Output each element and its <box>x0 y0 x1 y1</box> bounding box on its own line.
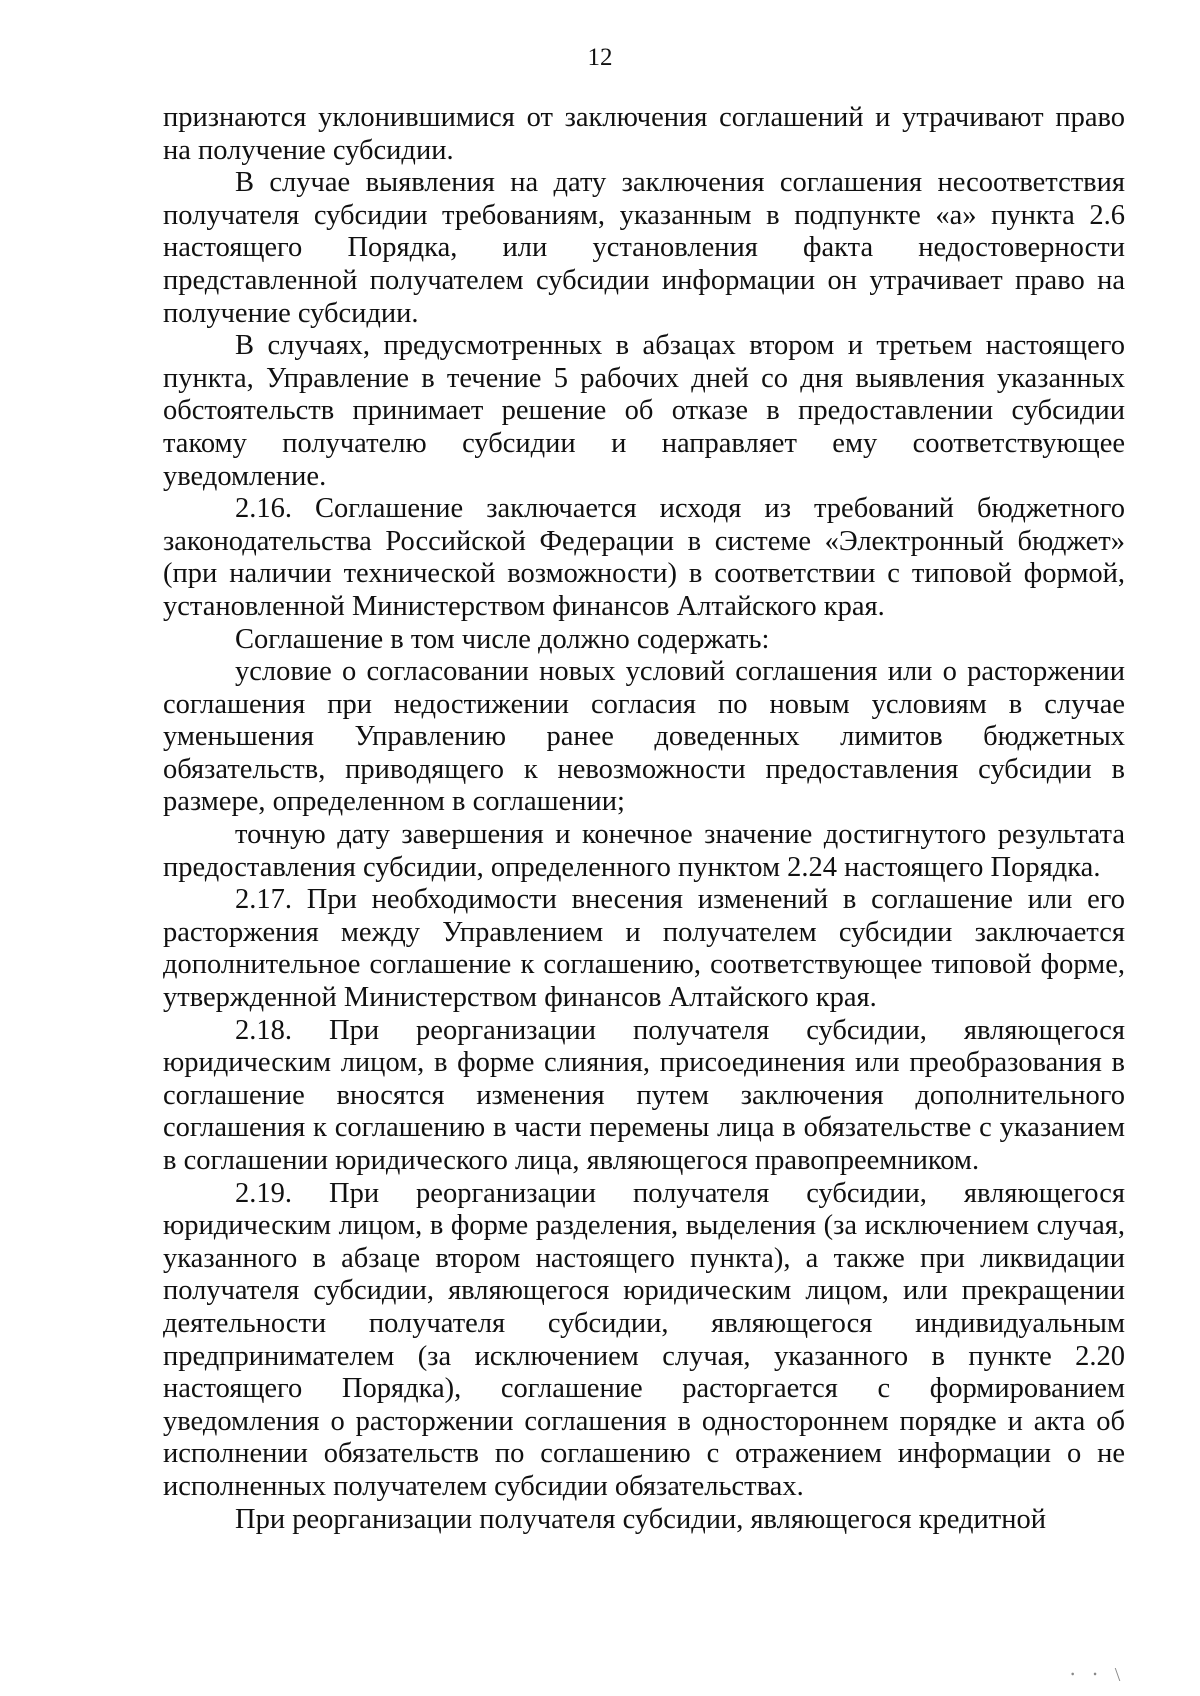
paragraph-reorganization-credit: При реорганизации получателя субсидии, являющегося кредитной <box>235 1503 1047 1535</box>
document-body <box>163 102 1125 1536</box>
scan-marks: ⸱ ⸱ \ <box>1070 1664 1127 1686</box>
paragraph-2-18: 2.18. При реорганизации получателя субсидии, являющегося юридическим лицом, в форме слияния, присоединения или преобразования в соглашение вносятся изменения путем заключения дополнительного соглашения к соглашению в части перемены лица в обязательстве с указанием в соглашении юридического лица, являющегося правопреемником. <box>163 1014 1125 1176</box>
paragraph-refusal-decision: В случаях, предусмотренных в абзацах втором и третьем настоящего пункта, Управление в течение 5 рабочих дней со дня выявления указанных обстоятельств принимает решение об отказе в предоставлении субсидии такому получателю субсидии и направляет ему соответствующее уведомление. <box>163 330 1125 492</box>
paragraph-2-17: 2.17. При необходимости внесения изменений в соглашение или его расторжения между Управлением и получателем субсидии заключается дополнительное соглашение к соглашению, соответствующее типовой форме, утвержденной Министерством финансов Алтайского края. <box>163 884 1125 1014</box>
paragraph-2-19: 2.19. При реорганизации получателя субсидии, являющегося юридическим лицом, в форме разделения, выделения (за исключением случая, указанного в абзаце втором настоящего пункта), а также при ликвидации получателя субсидии, являющегося юридическим лицом, или прекращении деятельности получателя субсидии, являющегося индивидуальным предпринимателем (за исключением случая, указанного в пункте 2.20 настоящего Порядка), соглашение расторгается с формированием уведомления о расторжении соглашения в одностороннем порядке и акта об исполнении обязательств по соглашению с отражением информации о не исполненных получателем субсидии обязательствах. <box>163 1177 1125 1502</box>
paragraph-agreement-contents: Соглашение в том числе должно содержать: <box>235 623 770 655</box>
paragraph-completion-date: точную дату завершения и конечное значение достигнутого результата предоставления субсидии, определенного пунктом 2.24 настоящего Порядка. <box>163 819 1125 883</box>
paragraph-2-16: 2.16. Соглашение заключается исходя из требований бюджетного законодательства Российской Федерации в системе «Электронный бюджет» (при наличии технической возможности) в соответствии с типовой формой, установленной Министерством финансов Алтайского края. <box>163 493 1125 622</box>
page-number: 12 <box>587 44 613 71</box>
paragraph-continuation: признаются уклонившимися от заключения соглашений и утрачивают право на получение субсидии. <box>163 102 1125 166</box>
paragraph-noncompliance: В случае выявления на дату заключения соглашения несоответствия получателя субсидии требованиям, указанным в подпункте «а» пункта 2.6 настоящего Порядка, или установления факта недостоверности представленной получателем субсидии информации он утрачивает право на получение субсидии. <box>163 167 1125 329</box>
paragraph-condition-new-terms: условие о согласовании новых условий соглашения или о расторжении соглашения при недостижении согласия по новым условиям в случае уменьшения Управлению ранее доведенных лимитов бюджетных обязательств, приводящего к невозможности предоставления субсидии в размере, определенном в соглашении; <box>163 656 1125 818</box>
